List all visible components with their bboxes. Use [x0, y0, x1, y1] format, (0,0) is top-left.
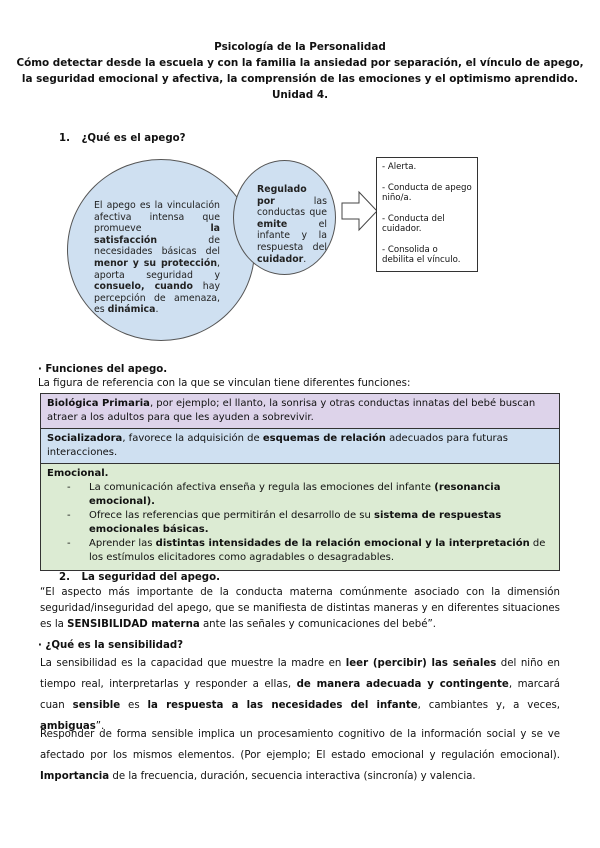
bold-text-segment: la respuesta a las necesidades del infante — [147, 700, 418, 711]
bold-text-segment: Biológica Primaria — [47, 398, 150, 409]
bold-text-segment: de manera adecuada y contingente — [296, 679, 509, 690]
text-segment: ”. — [95, 721, 105, 732]
text-segment: es — [120, 700, 148, 711]
document-subtitle-line-2: la seguridad emocional y afectiva, la comprensión de las emociones y el optimismo aprendido. — [21, 73, 579, 85]
bold-text-segment: dinámica — [107, 304, 156, 316]
security-quote — [40, 585, 560, 633]
bold-text-segment: la satisfacción — [94, 223, 220, 246]
text-segment: hay percepción de amenaza, es — [94, 281, 220, 316]
section-number: 1. — [59, 133, 70, 144]
text-segment: , por ejemplo; el llanto, la sonrisa y otras conductas innatas del bebé buscan atraer a los adultos para que les ayuden a sobrevivir. — [47, 398, 536, 423]
text-segment: Responder de forma sensible implica un procesamiento cognitivo de la información social y se ve afectado por los mismos elementos. (Por ejemplo; El estado emocional y regulación emocional). — [40, 729, 560, 761]
emotional-item — [67, 537, 553, 565]
text-segment: , cambiantes y, a veces, — [417, 700, 561, 711]
section-2-heading — [59, 572, 220, 583]
bold-text-segment: emite — [257, 218, 288, 230]
regulation-text — [257, 184, 327, 265]
bold-text-segment: sistema de respuestas emocionales básicas. — [89, 510, 502, 535]
document-title: Psicología de la Personalidad — [214, 41, 386, 53]
outcome-item: - Consolida o debilita el vínculo. — [382, 244, 461, 265]
text-segment: de necesidades básicas del — [94, 234, 220, 258]
bold-text-segment: ambiguas — [40, 721, 96, 732]
text-segment: ante las señales y comunicaciones del bebé”. — [199, 619, 437, 630]
emotional-item — [67, 509, 553, 537]
section-title: La seguridad del apego. — [81, 572, 220, 583]
document-subtitle-line-1: Cómo detectar desde la escuela y con la familia la ansiedad por separación, el vínculo de apego, — [16, 57, 584, 69]
text-segment: de los estímulos elicitadores como agradables o desagradables. — [89, 538, 546, 563]
text-segment: del niño en tiempo real, interpretarlas y responder a ellas, — [40, 658, 561, 690]
emotional-title: Emocional. — [47, 468, 109, 479]
function-row-emotional — [41, 464, 559, 570]
outcome-item: - Conducta de apego niño/a. — [382, 182, 472, 203]
outcome-item: - Alerta. — [382, 162, 417, 172]
text-segment: Aprender las — [89, 538, 156, 549]
function-row-social — [41, 429, 559, 464]
text-segment: , favorece la adquisición de — [122, 433, 263, 444]
bold-text-segment: sensible — [72, 700, 121, 711]
section-title: ¿Qué es el apego? — [81, 133, 186, 144]
bold-text-segment: SENSIBILIDAD materna — [67, 619, 200, 630]
bold-text-segment: leer (percibir) las señales — [345, 658, 497, 669]
outcomes-box — [376, 157, 478, 272]
text-segment: , aporta seguridad y — [94, 257, 220, 281]
text-segment: El apego es la vinculación afectiva intensa que promueve — [94, 200, 220, 235]
bold-text-segment: consuelo, cuando — [94, 281, 193, 293]
bold-text-segment: Importancia — [40, 771, 110, 782]
text-segment: La comunicación afectiva enseña y regula las emociones del infante — [89, 482, 435, 493]
unit-label: Unidad 4. — [271, 89, 329, 101]
sensitivity-heading: · ¿Qué es la sensibilidad? — [38, 640, 184, 651]
bold-text-segment: esquemas de relación — [262, 433, 386, 444]
section-number: 2. — [59, 572, 70, 583]
functions-heading: · Funciones del apego. — [38, 364, 168, 375]
bold-text-segment: cuidador — [257, 253, 304, 265]
text-segment: las conductas que — [257, 195, 327, 219]
text-segment: Ofrece las referencias que permitirán el desarrollo de su — [89, 510, 375, 521]
text-segment: el infante y la respuesta del — [257, 218, 327, 253]
text-segment: , marcará cuan — [40, 679, 560, 711]
bold-text-segment: Regulado por — [257, 184, 307, 207]
bold-text-segment: Socializadora — [47, 433, 123, 444]
text-segment: La sensibilidad es la capacidad que muestre la madre en — [40, 658, 346, 669]
text-segment: de la frecuencia, duración, secuencia interactiva (sincronía) y valencia. — [109, 771, 476, 782]
emotional-item — [67, 481, 553, 509]
text-segment: “El aspecto más importante de la conducta materna comúnmente asociado con la dimensión seguridad/inseguridad del apego, que se manifiesta de distintas maneras y en diferentes situaciones es la — [40, 587, 560, 630]
arrow-right-icon — [341, 190, 379, 232]
section-1-heading — [59, 133, 186, 144]
text-segment: . — [303, 253, 307, 265]
bold-text-segment: (resonancia emocional). — [89, 482, 501, 507]
text-segment: adecuados para futuras interacciones. — [47, 433, 508, 458]
bold-text-segment: distintas intensidades de la relación emocional y la interpretación — [155, 538, 530, 549]
bold-text-segment: menor y su protección — [94, 257, 218, 269]
text-segment: . — [155, 304, 159, 316]
outcome-item: - Conducta del cuidador. — [382, 213, 445, 234]
functions-intro: La figura de referencia con la que se vinculan tiene diferentes funciones: — [38, 378, 411, 389]
functions-table — [40, 393, 560, 571]
sensitivity-text-2 — [40, 724, 560, 787]
function-row-biological — [41, 394, 559, 429]
definition-text — [94, 200, 220, 316]
